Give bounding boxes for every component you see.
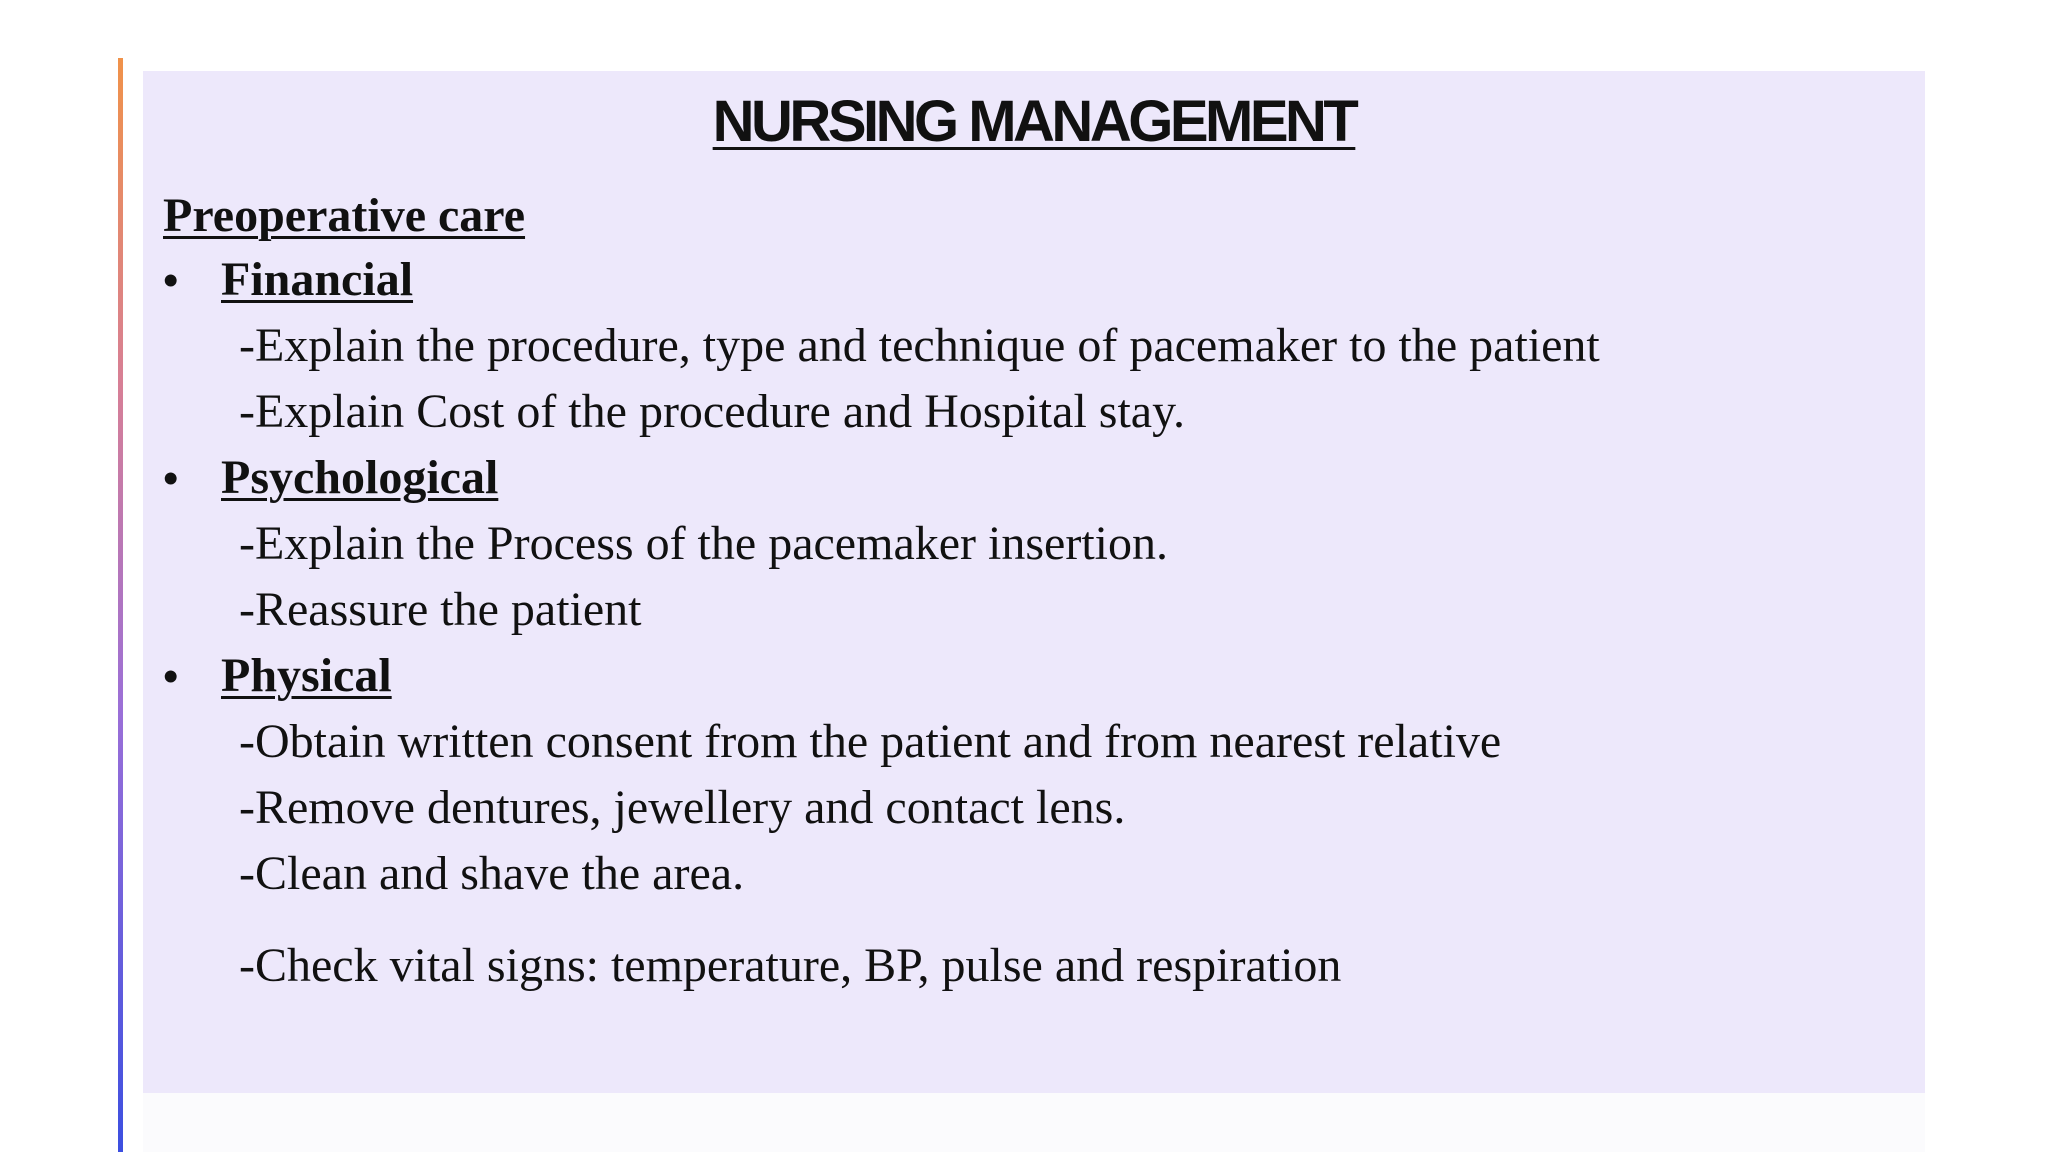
bullet-psychological [163, 449, 498, 507]
bullet-label-financial: Financial [221, 253, 414, 306]
psychological-line-2: -Reassure the patient [239, 583, 642, 636]
bottom-strip [143, 1093, 1925, 1152]
bullet-label-physical: Physical [221, 649, 392, 702]
content-box [143, 71, 1925, 1093]
physical-line-4: -Check vital signs: temperature, BP, pulse and respiration [239, 939, 1342, 992]
psychological-line-1: -Explain the Process of the pacemaker insertion. [239, 517, 1169, 570]
bullet-label-psychological: Psychological [221, 451, 499, 504]
bullet-dot: • [163, 454, 179, 503]
slide-title-text: NURSING MANAGEMENT [712, 89, 1356, 154]
bullet-financial [163, 251, 413, 309]
financial-line-1: -Explain the procedure, type and technique of pacemaker to the patient [239, 319, 1600, 372]
slide-title [143, 87, 1925, 157]
bullet-physical [163, 647, 392, 705]
financial-line-2: -Explain Cost of the procedure and Hospital stay. [239, 385, 1185, 438]
section-heading: Preoperative care [163, 189, 526, 242]
physical-line-2: -Remove dentures, jewellery and contact lens. [239, 781, 1126, 834]
bullet-dot: • [163, 256, 179, 305]
physical-line-3: -Clean and shave the area. [239, 847, 745, 900]
physical-line-1: -Obtain written consent from the patient and from nearest relative [239, 715, 1502, 768]
accent-bar [118, 58, 123, 1152]
bullet-dot: • [163, 652, 179, 701]
